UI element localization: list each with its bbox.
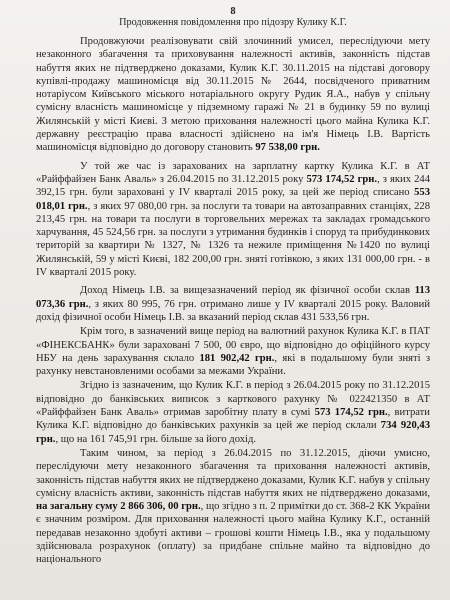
paragraph-1 bbox=[36, 35, 430, 155]
text-run: , що на 161 745,91 грн. більше за його дохід. bbox=[55, 433, 257, 445]
bold-amount: 734 920,43 грн. bbox=[36, 420, 431, 445]
text-run: Крім того, в зазначений вище період на валютний рахунок Кулика К.Г. в ПАТ «ФІНЕКСБАНК» були зараховані 7 500, 00 євро, що відповідно до офіційного курсу НБУ на день зарахування склало bbox=[36, 326, 430, 364]
text-run: Таким чином, за період з 26.04.2015 по 31.12.2015, діючи умисно, переслідуючи мету незаконного збагачення та приховання належності активів, законність підстав набуття яких не підтверджено доказами, Кулик К.Г. набув у спільну сумісну власність активи, законність підстав набуття яких не підтверджено доказами, bbox=[36, 447, 430, 499]
paragraph-2 bbox=[36, 160, 430, 280]
paragraph-6 bbox=[36, 447, 430, 567]
text-run: , що згідно з п. 2 примітки до ст. 368-2 КК України є значним розміром. Для приховання належності цього майна Кулику К.Г., останній передавав незаконно здобуті активи – грошові кошти Німець І.В., яка у подальшому здійснювала розрахунок (оплату) за придбане спільне майно та відповідно до національного bbox=[36, 501, 430, 566]
paragraph-4 bbox=[36, 325, 430, 378]
document-body bbox=[36, 35, 430, 567]
text-run: , які в подальшому були зняті з рахунку невстановленими особами за межами України. bbox=[36, 352, 430, 378]
text-run: , з яких 244 392,15 грн. були зараховані у IV кварталі 2015 року, за цей же період списано bbox=[36, 173, 430, 199]
bold-amount: 573 174,52 грн. bbox=[306, 173, 378, 185]
bold-amount: 113 073,36 грн. bbox=[36, 285, 430, 310]
page-number: 8 bbox=[230, 6, 236, 17]
bold-amount: 573 174,52 грн. bbox=[314, 407, 388, 419]
text-run: , з яких 80 995, 76 грн. отримано лише у IV кварталі 2015 року. Валовий дохід фізичної особи Німець І.В. за вказаний період склав 431 533,56 грн. bbox=[36, 298, 430, 323]
text-run: Доход Німець І.В. за вищезазначений період як фізичної особи склав bbox=[80, 285, 415, 297]
paragraph-3 bbox=[36, 284, 430, 324]
paragraph-5 bbox=[36, 379, 430, 445]
running-title: Продовження повідомлення про підозру Кулику К.Г. bbox=[119, 17, 347, 28]
text-run: , витрати Кулика К.Г. відповідно до банківських рахунків за цей же період склали bbox=[36, 407, 430, 432]
text-run: Продовжуючи реалізовувати свій злочинний умисел, переслідуючи мету незаконного збагачення та приховування належності активів, законність підстав набуття яких не підтверджено доказами, Кулик К.Г. 30.11.2015 на підставі договору купівлі-продажу машиномісця від 30.11.2015 № 2644, посвідченого приватним нотаріусом Київського міського нотаріального округу Рудик Я.А., набув у спільну сумісну власність машиномісце у підземному гаражі № 21 в будинку 59 по вулиці Жилянській у місті Києві. З метою приховання належності цього майна Кулика К.Г. державну реєстрацію права власності здійснено на ім'я Німець І.В. Вартість машиномісця відповідно до договору становить bbox=[36, 36, 430, 154]
bold-amount: 181 902,42 грн. bbox=[199, 352, 275, 364]
bold-amount: на загальну суму 2 866 306, 00 грн. bbox=[36, 501, 201, 513]
bold-amount: 553 018,01 грн. bbox=[36, 187, 430, 212]
bold-amount: 97 538,00 грн. bbox=[255, 142, 320, 154]
text-run: У той же час із зарахованих на зарплатну картку Кулика К.Г. в АТ «Райффайзен Банк Аваль» з 26.04.2015 по 31.12.2015 року bbox=[36, 160, 430, 185]
text-run: , з яких 97 080,00 грн. за послуги та товари на автозаправних станціях, 228 213,45 грн. на товари та послуги в торговельних мережах та закладах громадського харчування, 45 524,56 грн. за послуги з утримання будинків і споруд та прибудинкових територій за квартири № 1327, № 1326 та нежиле приміщення №1420 по вулиці Жилянській, 59 у місті Києві, 182 200,00 грн. зняті готівкою, з яких 131 000,00 грн. - в IV кварталі 2015 року. bbox=[36, 200, 430, 279]
text-run: Згідно із зазначеним, що Кулик К.Г. в період з 26.04.2015 року по 31.12.2015 відповідно до банківських виписок з карткового рахунку № 022421350 в АТ «Райффайзен Банк Аваль» отримав заробітну плату в сумі bbox=[36, 380, 430, 419]
